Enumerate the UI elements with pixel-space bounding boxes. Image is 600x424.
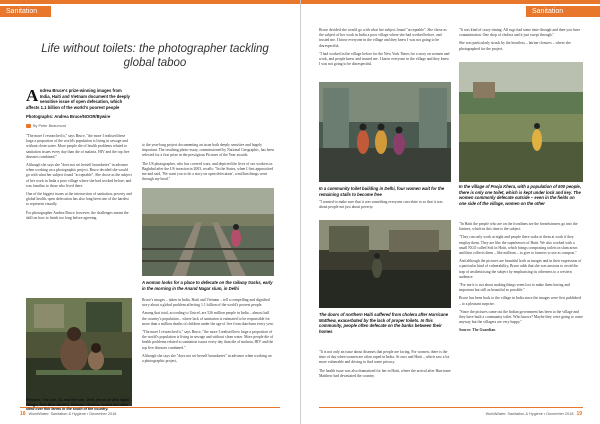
column-8: "In Haiti the people who are on the frontlines are the breadwinners go into the latrines, which in this time is the subject. "They can only work at night and people there wake at them at work if they employ them. They are like the superheroes of Haiti. We also worked with a small NGO called Soil in Haiti, which brings composting toilets in slum areas and then collects them – like millions – to give to farmers to use as compost." And although the pictures are beautiful both as images and in their expression of a particular kind of vulnerability, Bruce adds that she was anxious to avoid the trap of aestheticising the subject by emphasising its otherness to a western audience. "For me it is not about making things seem lost to make them boring and important but still as beautiful as possible." Bruce has been back to the village in India since the images were first published – to a pleasant surprise. "Since the pictures came out the Indian government has been to the village and they have built a community toilet. Who knows? Maybe they were going to come anyway but the villagers are very happy." Source: The Guardian bbox=[459, 222, 583, 333]
top-stripe-right bbox=[301, 0, 600, 4]
column-4: Bruce decided she would go with what her subject found "acceptable". She chose as the subject of her work in India a poor village where she had worked before, and trusted me. I know everyone in the village and they knew I was not going to be disrespectful. "I had worked in the village before for the New York Times for a story on women and work, and people knew and trusted me. I know everyone in the village and they knew I was not going to be disrespectful. bbox=[319, 28, 450, 67]
column-7: "It was kind of crazy timing. All rugs had some time through and then you have contamination. One drop of cholera and it just swept through." She was particularly struck by the heartless – latrine closures – where she photographed for the project. bbox=[459, 28, 581, 51]
page-number-right: 19 bbox=[576, 411, 582, 417]
body-text: "The more I researched it," says Bruce, "the more I realised these large a proportion of the world's population is living in sewage and without clean water. More people die of health problems related to sanitation issues every day than die of malaria, HIV and the top five diseases combined." Although she says she "does not set herself boundaries" in advance when working on a photographic project, Bruce decided she would go with what her subject found "acceptable". She chose as the subject of her work in India a poor village where she had worked before, and was familiar to those who lived there. One of the biggest issues at the intersection of sanitation, poverty and global health, open defecation has also long been one of the hardest to represent visually. For photographer Andrea Bruce, however, the challenges meant the skill on how to finish too long before agreeing bbox=[26, 133, 132, 220]
photo-vietnam-fish-farm bbox=[26, 298, 132, 406]
column-3: Bruce's images – taken in India, Haiti and Vietnam – tell a compelling and dignified story about a global problem affecting 1.1 billion of the world's poorest people. Among that total, according to Unicef, are 526 million people in India – almost half the country's population – where lack of sanitation is estimated to be responsible for more than a million deaths of children under the age of five from diarrhoea every year. "The more I researched it," says Bruce, "the more I realised how large a proportion of the world's population is living in sewage and without clean water. More people die of health problems related to sanitation issues every day than die of malaria, HIV and the top five diseases combined." Although she says she "does not set herself boundaries" in advance when working on a photographic project, bbox=[142, 298, 274, 364]
section-tag-right: Sanitation bbox=[526, 6, 600, 17]
photo-haiti-banks bbox=[319, 220, 451, 308]
source-line: Source: The Guardian bbox=[459, 328, 496, 333]
byline: By Peter Beaumont bbox=[26, 124, 132, 128]
caption-middle: A woman looks for a place to defecate on the railway tracks, early in the morning in the Anand Nagar slum, in Delhi bbox=[142, 280, 273, 291]
photo-community-toilet bbox=[319, 82, 451, 182]
photo-delhi-railway bbox=[142, 188, 274, 276]
caption-right-3: In the village of Pooja Khera, with a population of 600 people, there is only one toilet, which is kept under lock and key. The women commonly defecate outside – even in the fields on one side of the village, women on the other bbox=[459, 184, 581, 206]
author-icon bbox=[26, 124, 31, 128]
column-1 bbox=[26, 88, 132, 224]
caption-right-1: In a community toilet building in Delhi, four women wait for the remaining stalls to become free bbox=[319, 186, 445, 197]
footer-left: 18 WorldWater: Sanitation & Hygiene • December 2018 bbox=[20, 411, 117, 417]
intro-standfirst: Andrea Bruce's prize-winning images from India, Haiti and Vietnam document the deeply sensitive issue of open defecation, which affects 1.1 billion of the world's poorest people bbox=[26, 86, 130, 110]
footer-rule-right bbox=[319, 407, 583, 408]
page-number: 18 bbox=[20, 411, 26, 417]
right-page bbox=[300, 0, 600, 424]
article-title: Life without toilets: the photographer tackling global taboo bbox=[41, 43, 269, 69]
drop-cap: A bbox=[26, 86, 39, 105]
section-tag: Sanitation bbox=[0, 6, 51, 17]
top-stripe bbox=[0, 0, 300, 4]
caption-right-2: The doors of northern Haiti suffered from cholera after Hurricane Matthew, exacerbated by the lack of proper toilets. In this community, people often defecate on the banks between their homes bbox=[319, 312, 449, 334]
column-2: to the year-long project documenting an issue both deeply sensitive and hugely important. The resulting photo-essay, commissioned by National Geographic, has been selected for a first prize in the prestigious Pictures of the Year awards. The US photographer, who has covered wars, and depicted the lives of sex workers in Baghdad after the US invasion in 2003, recalls: "In the States, when I first approached me and said, 'We want you to do a story on open defecation', a million things went through my head." bbox=[142, 143, 274, 182]
photo-credit: Photographs: Andrea Bruce/NOOR/Bywire bbox=[26, 114, 111, 120]
column-5: "I wanted to make sure that it was something everyone can relate to so that it was about people not just about poverty. bbox=[319, 200, 443, 210]
column-6: "It is not only an issue about diseases that people are facing. For women, there is the time of day when women are often raped in India. At ours and Haiti – which saw a lot more vulnerable and driving to find some privacy. The health issue was also dramatized for her in Haiti, where the arrival after Hurricane Matthew had devastated the country. bbox=[319, 350, 451, 378]
footer-right: WorldWater: Sanitation & Hygiene • December 2018 19 bbox=[485, 411, 582, 417]
photo-pooja-khera-village bbox=[459, 62, 583, 182]
caption-left: Pictures: The Lim, 11, and her son, Vinh, jim as at Vinh Ngan village, Tinh Bien district, Vietnam. Outdoor toilets are often sited over fish farms in the south of the country. bbox=[26, 398, 129, 412]
